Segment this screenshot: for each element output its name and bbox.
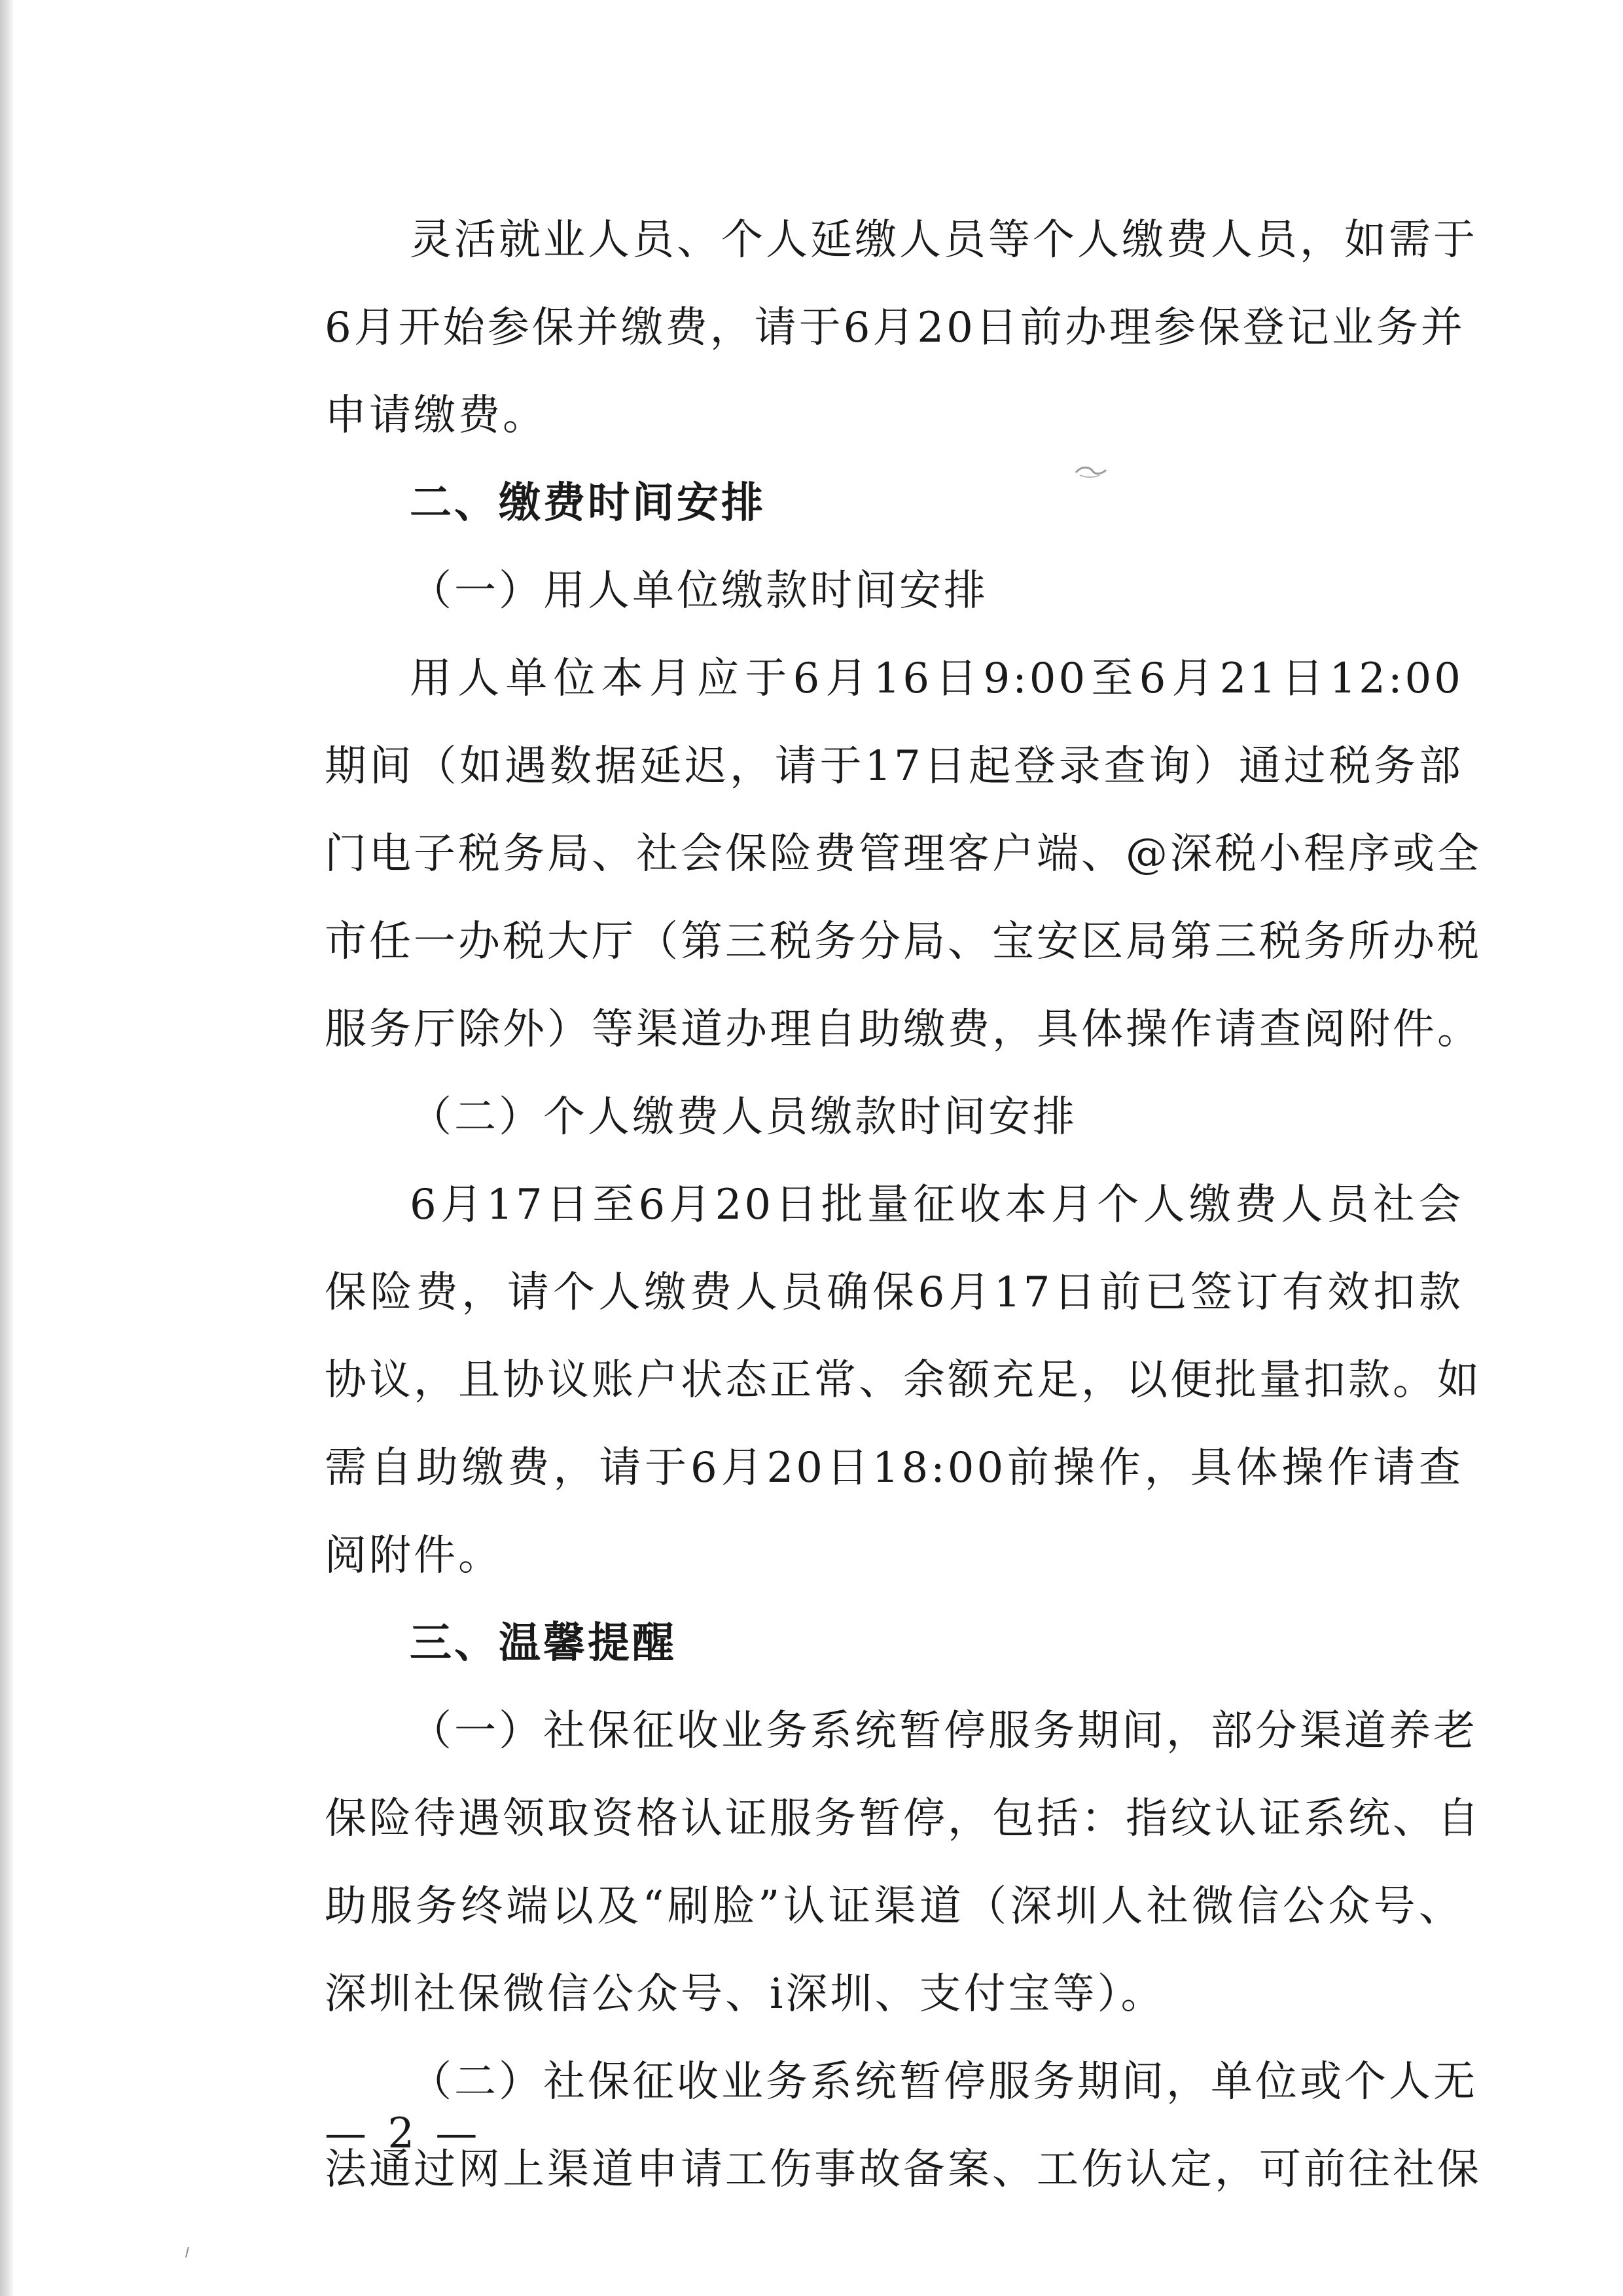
body-text-line: 需自助缴费，请于6月20日18:00前操作，具体操作请查 xyxy=(325,1444,1463,1492)
body-text-line: 助服务终端以及“刷脸”认证渠道（深圳人社微信公众号、 xyxy=(325,1882,1463,1931)
body-text-line: 协议，且协议账户状态正常、余额充足，以便批量扣款。如 xyxy=(325,1356,1482,1405)
body-text-line: 申请缴费。 xyxy=(325,391,547,440)
scan-shadow-edge xyxy=(0,0,14,2296)
document-page xyxy=(325,196,1482,2214)
page-number: — 2 — xyxy=(325,2109,482,2158)
body-text-line: 6月开始参保并缴费，请于6月20日前办理参保登记业务并 xyxy=(325,304,1465,352)
body-text-line: （一）社保征收业务系统暂停服务期间，部分渠道养老 xyxy=(410,1707,1478,1755)
body-text-line: 灵活就业人员、个人延缴人员等个人缴费人员，如需于 xyxy=(410,216,1478,264)
subsection-heading: （二）个人缴费人员缴款时间安排 xyxy=(410,1093,1077,1141)
body-text-line: （二）社保征收业务系统暂停服务期间，单位或个人无 xyxy=(410,2058,1478,2106)
body-text-line: 保险费，请个人缴费人员确保6月17日前已签订有效扣款 xyxy=(325,1268,1463,1317)
body-text-line: 期间（如遇数据延迟，请于17日起登录查询）通过税务部 xyxy=(325,742,1463,791)
body-text-line: 市任一办税大厅（第三税务分局、宝安区局第三税务所办税 xyxy=(325,918,1482,966)
body-text-line: 6月17日至6月20日批量征收本月个人缴费人员社会 xyxy=(410,1181,1463,1229)
subsection-heading: （一）用人单位缴款时间安排 xyxy=(410,567,988,615)
body-text-line: 法通过网上渠道申请工伤事故备案、工伤认定，可前往社保 xyxy=(325,2145,1482,2194)
body-text-line: 深圳社保微信公众号、i深圳、支付宝等）。 xyxy=(325,1970,1166,2018)
section-heading: 三、温馨提醒 xyxy=(410,1619,677,1668)
body-text-line: 阅附件。 xyxy=(325,1532,503,1580)
scan-speck-mark xyxy=(185,2246,190,2258)
body-text-line: 门电子税务局、社会保险费管理客户端、@深税小程序或全 xyxy=(325,830,1482,878)
body-text-line: 用人单位本月应于6月16日9:00至6月21日12:00 xyxy=(410,655,1463,703)
body-text-line: 服务厅除外）等渠道办理自助缴费，具体操作请查阅附件。 xyxy=(325,1005,1482,1054)
section-heading: 二、缴费时间安排 xyxy=(410,479,766,528)
body-text-line: 保险待遇领取资格认证服务暂停，包括：指纹认证系统、自 xyxy=(325,1795,1482,1843)
